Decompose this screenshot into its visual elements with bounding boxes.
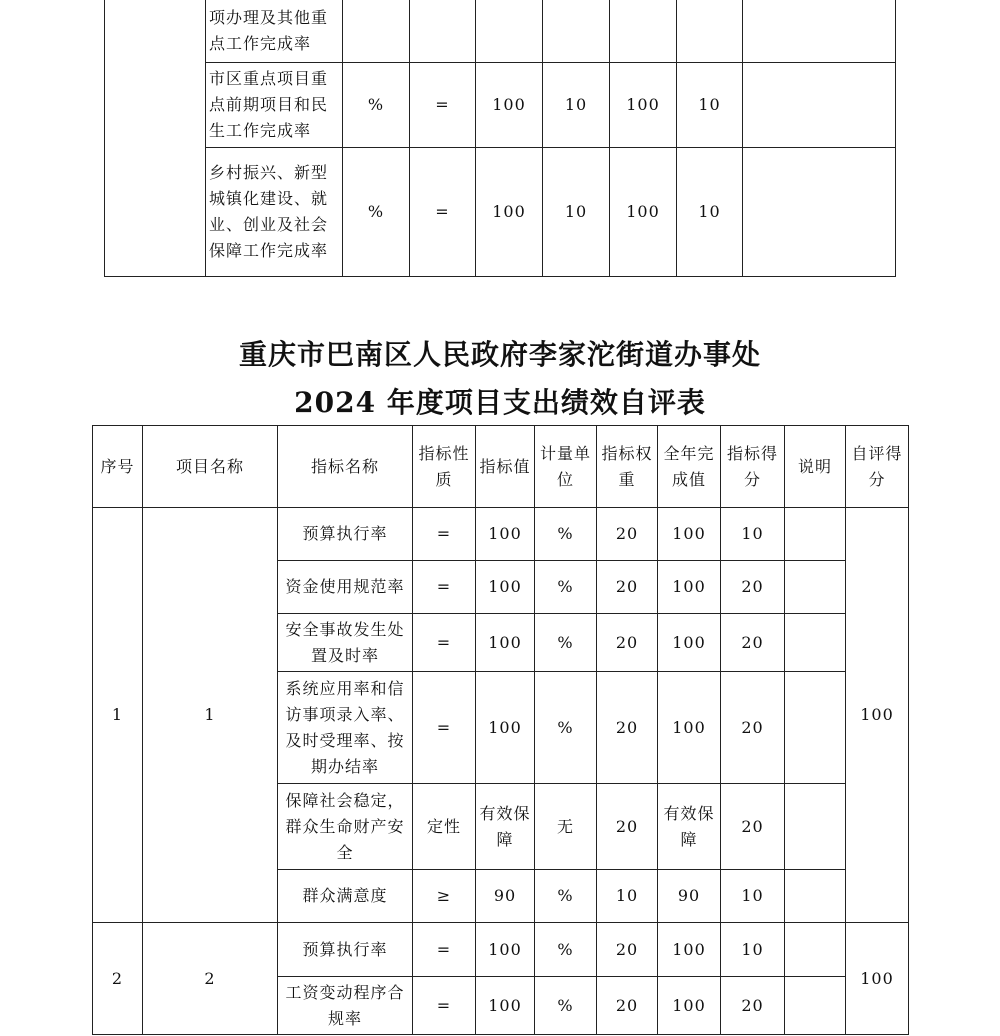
nature-cell: = [413, 561, 476, 614]
actual-cell: 100 [610, 148, 677, 277]
header-project: 项目名称 [143, 426, 278, 508]
score-cell: 20 [721, 614, 785, 672]
score-cell [677, 0, 743, 63]
indicator-cell: 资金使用规范率 [278, 561, 413, 614]
weight-cell: 20 [597, 561, 658, 614]
actual-cell: 100 [658, 977, 721, 1035]
actual-cell: 100 [610, 63, 677, 148]
self-score-cell: 100 [846, 923, 909, 1035]
header-seq: 序号 [93, 426, 143, 508]
indicator-cell: 乡村振兴、新型城镇化建设、就业、创业及社会保障工作完成率 [206, 148, 343, 277]
header-nature: 指标性质 [413, 426, 476, 508]
header-indicator: 指标名称 [278, 426, 413, 508]
score-cell: 10 [721, 870, 785, 923]
header-score: 指标得分 [721, 426, 785, 508]
value-cell: 100 [476, 923, 535, 977]
score-cell: 10 [721, 508, 785, 561]
actual-cell: 100 [658, 508, 721, 561]
score-cell: 10 [721, 923, 785, 977]
weight-cell: 20 [597, 614, 658, 672]
actual-cell: 100 [658, 923, 721, 977]
score-cell: 10 [677, 63, 743, 148]
value-cell: 100 [476, 63, 543, 148]
actual-cell: 100 [658, 561, 721, 614]
weight-cell: 20 [597, 784, 658, 870]
value-cell: 100 [476, 672, 535, 784]
unit-cell: % [535, 923, 597, 977]
indicator-cell: 保障社会稳定，群众生命财产安全 [278, 784, 413, 870]
nature-cell: = [413, 977, 476, 1035]
score-cell: 20 [721, 977, 785, 1035]
score-cell: 10 [677, 148, 743, 277]
table-row [105, 63, 896, 148]
nature-cell: ≥ [413, 870, 476, 923]
table-row [105, 0, 896, 63]
weight-cell: 10 [543, 63, 610, 148]
nature-cell: = [413, 508, 476, 561]
weight-cell: 10 [597, 870, 658, 923]
unit-cell: % [535, 870, 597, 923]
unit-cell: % [535, 508, 597, 561]
value-cell: 90 [476, 870, 535, 923]
unit-cell: % [343, 63, 410, 148]
weight-cell: 20 [597, 508, 658, 561]
value-cell: 100 [476, 508, 535, 561]
indicator-cell: 预算执行率 [278, 923, 413, 977]
value-cell: 100 [476, 614, 535, 672]
nature-cell: 定性 [413, 784, 476, 870]
project-cell: 1 [143, 508, 278, 923]
unit-cell [343, 0, 410, 63]
nature-cell: = [413, 923, 476, 977]
actual-cell: 90 [658, 870, 721, 923]
indicator-cell: 工资变动程序合规率 [278, 977, 413, 1035]
nature-cell [410, 0, 476, 63]
value-cell [476, 0, 543, 63]
score-cell: 20 [721, 784, 785, 870]
nature-cell: = [413, 672, 476, 784]
indicator-cell: 市区重点项目重点前期项目和民生工作完成率 [206, 63, 343, 148]
table-row [93, 508, 909, 561]
weight-cell: 20 [597, 923, 658, 977]
nature-cell: = [413, 614, 476, 672]
header-row [93, 426, 909, 508]
indicator-cell: 系统应用率和信访事项录入率、及时受理率、按期办结率 [278, 672, 413, 784]
nature-cell: = [410, 63, 476, 148]
value-cell: 100 [476, 561, 535, 614]
header-note: 说明 [785, 426, 846, 508]
empty-cell [105, 0, 206, 277]
header-unit: 计量单位 [535, 426, 597, 508]
actual-cell [610, 0, 677, 63]
weight-cell: 10 [543, 148, 610, 277]
note-cell [743, 148, 896, 277]
unit-cell: % [535, 561, 597, 614]
note-cell [743, 63, 896, 148]
seq-cell: 2 [93, 923, 143, 1035]
unit-cell: % [535, 614, 597, 672]
self-score-cell: 100 [846, 508, 909, 923]
note-cell [785, 870, 846, 923]
indicator-cell: 预算执行率 [278, 508, 413, 561]
value-cell: 100 [476, 977, 535, 1035]
nature-cell: = [410, 148, 476, 277]
score-cell: 20 [721, 561, 785, 614]
project-cell: 2 [143, 923, 278, 1035]
note-cell [785, 977, 846, 1035]
unit-cell: % [535, 672, 597, 784]
note-cell [785, 508, 846, 561]
table-row [105, 148, 896, 277]
previous-table [104, 0, 896, 277]
indicator-cell: 群众满意度 [278, 870, 413, 923]
header-self-score: 自评得分 [846, 426, 909, 508]
indicator-cell: 项办理及其他重点工作完成率 [206, 0, 343, 63]
unit-cell: 无 [535, 784, 597, 870]
note-cell [785, 784, 846, 870]
note-cell [785, 561, 846, 614]
note-cell [785, 614, 846, 672]
score-cell: 20 [721, 672, 785, 784]
note-cell [785, 923, 846, 977]
value-cell: 有效保障 [476, 784, 535, 870]
weight-cell: 20 [597, 672, 658, 784]
evaluation-table [92, 425, 909, 1035]
unit-cell: % [343, 148, 410, 277]
table-row [93, 923, 909, 977]
actual-cell: 100 [658, 672, 721, 784]
note-cell [743, 0, 896, 63]
unit-cell: % [535, 977, 597, 1035]
header-weight: 指标权重 [597, 426, 658, 508]
note-cell [785, 672, 846, 784]
page-subtitle: 2024 年度项目支出绩效自评表 [294, 386, 706, 419]
actual-cell: 有效保障 [658, 784, 721, 870]
header-actual: 全年完成值 [658, 426, 721, 508]
weight-cell: 20 [597, 977, 658, 1035]
header-value: 指标值 [476, 426, 535, 508]
seq-cell: 1 [93, 508, 143, 923]
indicator-cell: 安全事故发生处置及时率 [278, 614, 413, 672]
value-cell: 100 [476, 148, 543, 277]
actual-cell: 100 [658, 614, 721, 672]
weight-cell [543, 0, 610, 63]
page-title: 重庆市巴南区人民政府李家沱街道办事处 [238, 338, 761, 371]
